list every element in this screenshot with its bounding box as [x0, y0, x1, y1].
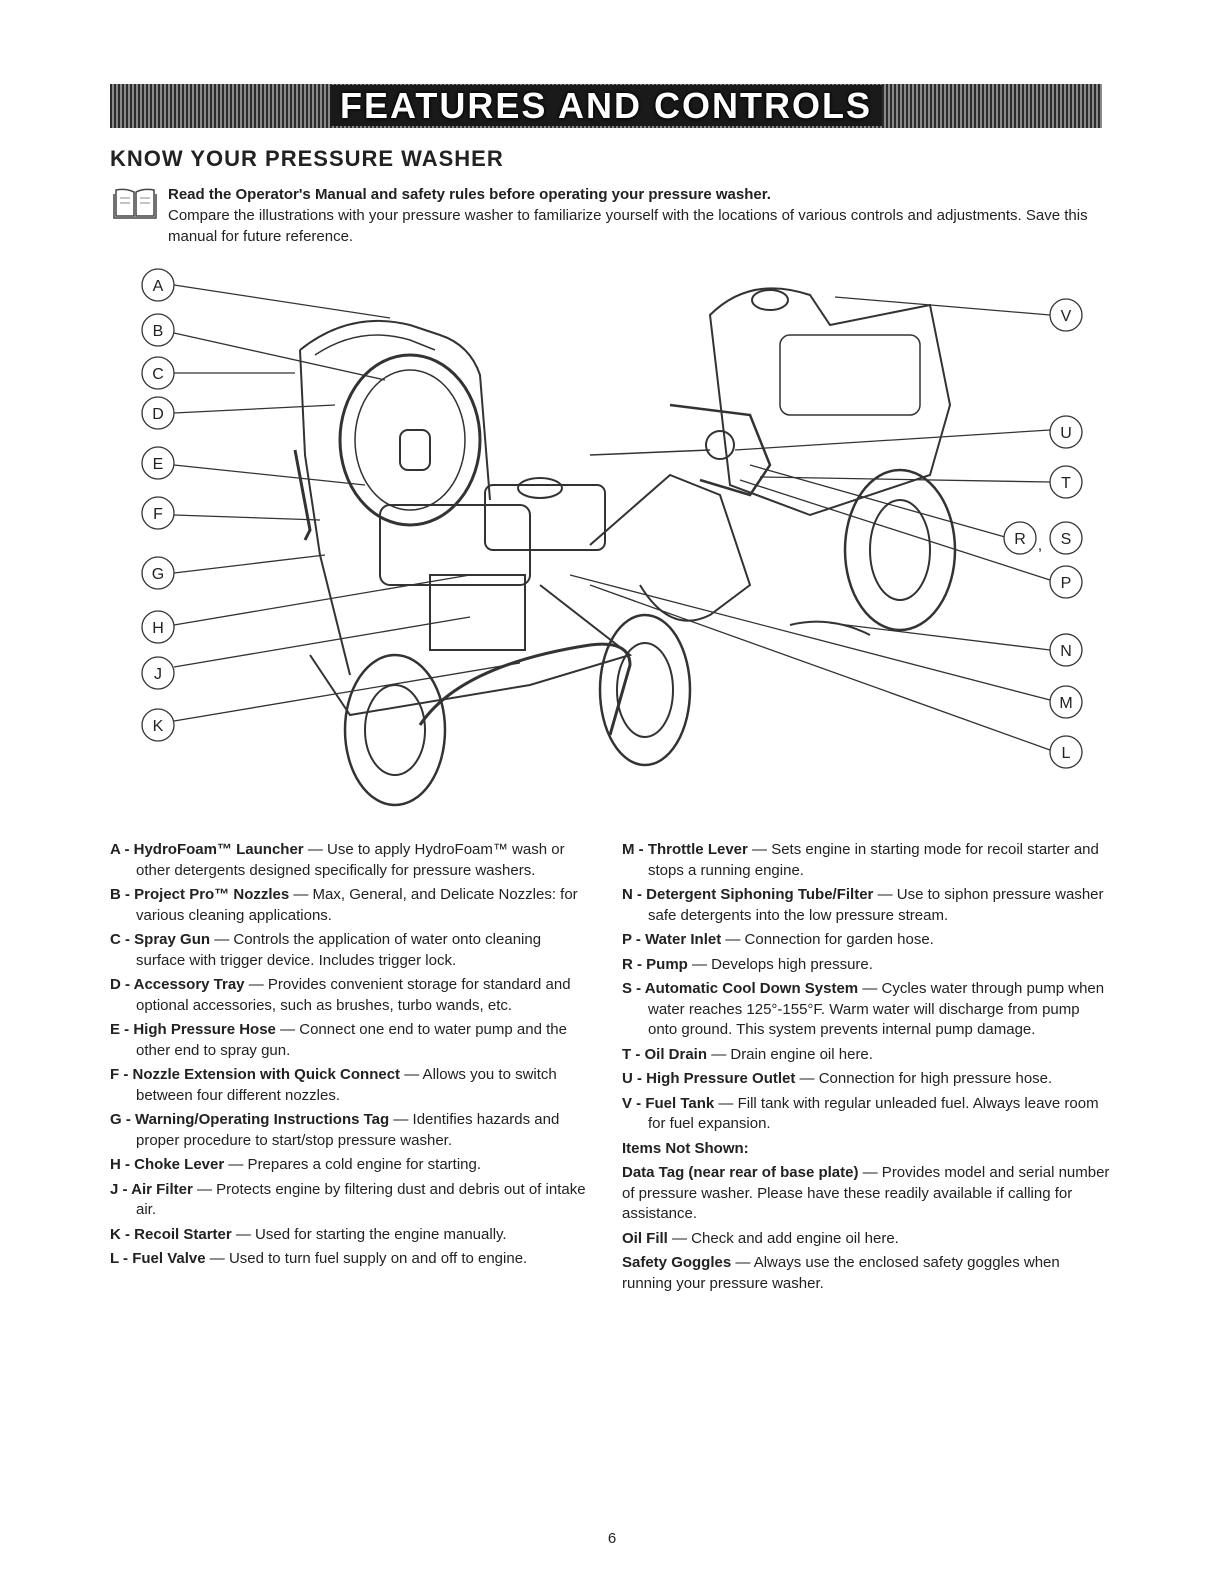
svg-text:T: T	[1061, 475, 1071, 492]
list-item: J - Air Filter — Protects engine by filtering dust and debris out of intake air.	[110, 1180, 586, 1218]
svg-text:J: J	[154, 666, 162, 683]
right-wheel	[600, 615, 690, 765]
callout-g	[142, 557, 174, 589]
callout-n	[1050, 634, 1082, 666]
list-item: B - Project Pro™ Nozzles — Max, General, and Delicate Nozzles: for various cleaning applications.	[110, 886, 578, 924]
intro-bold: Read the Operator's Manual and safety rules before operating your pressure washer.	[168, 186, 771, 203]
callout-f	[142, 497, 174, 529]
callout-h	[142, 611, 174, 643]
callout-k	[142, 709, 174, 741]
intro-text	[168, 184, 1098, 247]
list-item: Data Tag (near rear of base plate) — Provides model and serial number of pressure washer. Please have these readily available if calling for assistance.	[622, 1164, 1110, 1222]
list-item: K - Recoil Starter — Used for starting the engine manually.	[110, 1225, 507, 1243]
list-item: A - HydroFoam™ Launcher — Use to apply HydroFoam™ wash or other detergents designed specifically for pressure washers.	[110, 841, 565, 879]
callout-j	[142, 657, 174, 689]
fuel-tank-cap	[752, 290, 788, 310]
list-item: Oil Fill — Check and add engine oil here.	[622, 1229, 899, 1247]
svg-text:H: H	[152, 620, 164, 637]
svg-text:U: U	[1060, 425, 1072, 442]
callout-c	[142, 357, 174, 389]
svg-text:C: C	[152, 366, 164, 383]
svg-text:S: S	[1060, 531, 1072, 548]
engine-inset	[710, 288, 950, 515]
callout-d	[142, 397, 174, 429]
callout-r	[1004, 522, 1036, 554]
callout-m	[1050, 686, 1082, 718]
pressure-washer-diagram	[110, 255, 1114, 810]
svg-text:R: R	[1014, 531, 1026, 548]
banner-title: FEATURES AND CONTROLS	[330, 85, 882, 126]
list-item: V - Fuel Tank — Fill tank with regular unleaded fuel. Always leave room for fuel expansion.	[622, 1094, 1099, 1132]
list-item: C - Spray Gun — Controls the application of water onto cleaning surface with trigger device. Includes trigger lock.	[110, 931, 542, 969]
list-item: S - Automatic Cool Down System — Cycles water through pump when water reaches 125°-155°F. Warm water will discharge from pump onto ground. This system prevents internal pump damage.	[622, 980, 1105, 1038]
callout-u	[1050, 416, 1082, 448]
list-item: R - Pump — Develops high pressure.	[622, 955, 873, 973]
list-item: H - Choke Lever — Prepares a cold engine for starting.	[110, 1156, 482, 1173]
list-item: D - Accessory Tray — Provides convenient storage for standard and optional accessories, such as brushes, turbo wands, etc.	[110, 976, 571, 1014]
svg-text:B: B	[152, 323, 164, 340]
features-list-left	[110, 840, 590, 1274]
page-title: KNOW YOUR PRESSURE WASHER	[110, 146, 504, 171]
svg-text:L: L	[1061, 745, 1071, 762]
book-icon	[112, 186, 158, 220]
list-item: L - Fuel Valve — Used to turn fuel supply on and off to engine.	[110, 1250, 528, 1267]
list-item: P - Water Inlet — Connection for garden hose.	[622, 931, 934, 948]
svg-text:F: F	[153, 506, 163, 523]
hose-reel	[340, 355, 480, 525]
callout-s	[1050, 522, 1082, 554]
list-item: E - High Pressure Hose — Connect one end to water pump and the other end to spray gun.	[110, 1021, 567, 1059]
svg-text:D: D	[152, 406, 164, 423]
callout-t	[1050, 466, 1082, 498]
list-item: N - Detergent Siphoning Tube/Filter — Use to siphon pressure washer safe detergents into the low pressure stream.	[622, 886, 1104, 924]
callout-p	[1050, 566, 1082, 598]
callout-b	[142, 314, 174, 346]
callout-e	[142, 447, 174, 479]
page-number: 6	[607, 1530, 617, 1547]
section-banner	[110, 84, 1102, 128]
intro-body: Compare the illustrations with your pressure washer to familiarize yourself with the locations of various controls and adjustments. Save this manual for future reference.	[168, 207, 1088, 245]
svg-text:N: N	[1060, 643, 1072, 660]
inset-wheel	[845, 470, 955, 630]
svg-text:M: M	[1059, 695, 1073, 712]
svg-text:A: A	[152, 278, 164, 295]
list-item: T - Oil Drain — Drain engine oil here.	[622, 1045, 873, 1063]
callout-l	[1050, 736, 1082, 768]
rs-separator: ,	[1037, 537, 1043, 554]
engine-body	[380, 505, 530, 585]
svg-text:P: P	[1060, 575, 1072, 592]
features-list-right	[622, 840, 1112, 1298]
list-item: U - High Pressure Outlet — Connection for high pressure hose.	[622, 1070, 1053, 1087]
callout-a	[142, 269, 174, 301]
svg-text:K: K	[152, 718, 164, 735]
items-not-shown-heading: Items Not Shown:	[622, 1139, 749, 1157]
list-item: F - Nozzle Extension with Quick Connect — Allows you to switch between four different nozzles.	[110, 1066, 557, 1104]
list-item: M - Throttle Lever — Sets engine in starting mode for recoil starter and stops a running engine.	[622, 841, 1099, 879]
list-item: G - Warning/Operating Instructions Tag — Identifies hazards and proper procedure to start/stop pressure washer.	[110, 1111, 560, 1149]
svg-text:E: E	[152, 456, 164, 473]
svg-text:G: G	[151, 566, 165, 583]
callout-v	[1050, 299, 1082, 331]
list-item: Safety Goggles — Always use the enclosed safety goggles when running your pressure washer.	[622, 1254, 1060, 1292]
svg-text:V: V	[1060, 308, 1072, 325]
